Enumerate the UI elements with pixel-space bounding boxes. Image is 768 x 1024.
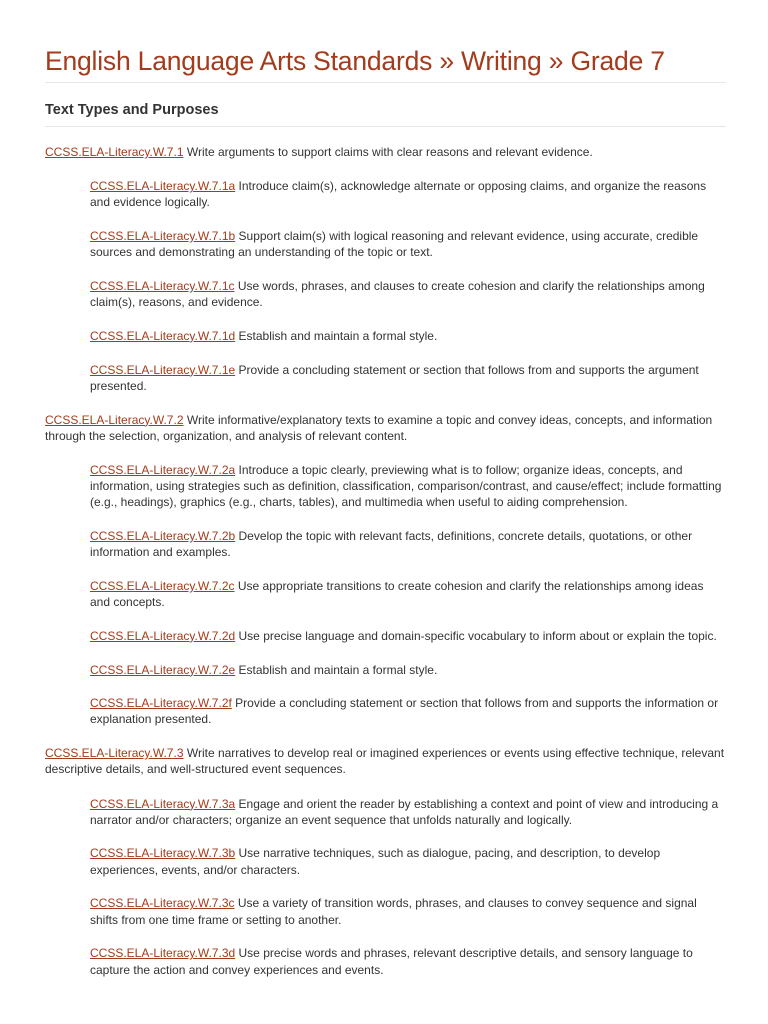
standard-item [90, 178, 726, 210]
standard-description: Use appropriate transitions to create cohesion and clarify the relationships among ideas and concepts. [90, 578, 704, 610]
standard-description: Provide a concluding statement or section that follows from and supports the information or explanation presented. [90, 696, 719, 727]
standard-description: Develop the topic with relevant facts, definitions, concrete details, quotations, or other information and examples. [90, 529, 693, 560]
standard-description: Support claim(s) with logical reasoning and relevant evidence, using accurate, credible sources and demonstrating an understanding of the topic or text. [90, 229, 699, 260]
standards-list [45, 144, 726, 978]
standard-item [90, 462, 726, 511]
standard-code-link[interactable]: CCSS.ELA-Literacy.W.7.1d [90, 328, 236, 343]
standard-code-link[interactable]: CCSS.ELA-Literacy.W.7.2e [90, 662, 236, 677]
standard-code-link[interactable]: CCSS.ELA-Literacy.W.7.2a [90, 462, 236, 477]
standard-description: Use precise words and phrases, relevant descriptive details, and sensory language to capture the action and convey experiences and events. [90, 946, 693, 977]
standard-description: Establish and maintain a formal style. [238, 328, 438, 343]
standard-code-link[interactable]: CCSS.ELA-Literacy.W.7.2 [45, 412, 184, 427]
standard-code-link[interactable]: CCSS.ELA-Literacy.W.7.2f [90, 696, 232, 711]
standard-description: Use a variety of transition words, phrases, and clauses to convey sequence and signal shifts from one time frame or setting to another. [90, 896, 697, 927]
standard-item [90, 796, 726, 828]
standard-description: Write informative/explanatory texts to examine a topic and convey ideas, concepts, and information through the selection, organization, and analysis of relevant content. [45, 412, 713, 443]
standard-description: Use words, phrases, and clauses to create cohesion and clarify the relationships among claim(s), reasons, and evidence. [90, 279, 705, 310]
standard-item [90, 328, 726, 344]
standard-description: Engage and orient the reader by establishing a context and point of view and introducing a narrator and/or characters; organize an event sequence that unfolds naturally and logically. [90, 796, 719, 827]
standard-code-link[interactable]: CCSS.ELA-Literacy.W.7.1b [90, 229, 236, 244]
standard-code-link[interactable]: CCSS.ELA-Literacy.W.7.2c [90, 578, 235, 593]
standard-item [90, 662, 726, 678]
standard-item [45, 144, 726, 160]
standard-description: Provide a concluding statement or section that follows from and supports the argument presented. [90, 362, 699, 393]
standard-code-link[interactable]: CCSS.ELA-Literacy.W.7.3d [90, 946, 236, 961]
standard-item [90, 578, 726, 610]
standard-description: Introduce claim(s), acknowledge alternate or opposing claims, and organize the reasons and evidence logically. [90, 179, 707, 210]
standard-code-link[interactable]: CCSS.ELA-Literacy.W.7.3c [90, 896, 235, 911]
standard-description: Use precise language and domain-specific vocabulary to inform about or explain the topic. [238, 628, 717, 643]
standard-item [90, 895, 726, 927]
standard-description: Use narrative techniques, such as dialogue, pacing, and description, to develop experiences, events, and/or characters. [90, 846, 661, 877]
standard-description: Write arguments to support claims with clear reasons and relevant evidence. [186, 145, 593, 159]
standard-description: Establish and maintain a formal style. [238, 662, 438, 677]
standard-item [90, 945, 726, 977]
standard-item [90, 528, 726, 560]
standard-code-link[interactable]: CCSS.ELA-Literacy.W.7.2b [90, 529, 236, 544]
standard-item [45, 412, 726, 444]
standard-description: Write narratives to develop real or imagined experiences or events using effective technique, relevant descriptive details, and well-structured event sequences. [45, 746, 725, 777]
section-heading: Text Types and Purposes [45, 100, 726, 127]
standard-code-link[interactable]: CCSS.ELA-Literacy.W.7.1 [45, 145, 184, 159]
standard-item [90, 228, 726, 260]
standard-code-link[interactable]: CCSS.ELA-Literacy.W.7.3 [45, 746, 184, 761]
standard-item [90, 362, 726, 394]
standard-item [90, 845, 726, 877]
standard-code-link[interactable]: CCSS.ELA-Literacy.W.7.3a [90, 796, 236, 811]
standard-item [90, 628, 726, 644]
standard-code-link[interactable]: CCSS.ELA-Literacy.W.7.1a [90, 179, 236, 194]
standard-item [90, 695, 726, 727]
standard-item [90, 278, 726, 310]
standard-code-link[interactable]: CCSS.ELA-Literacy.W.7.2d [90, 628, 236, 643]
standard-item [45, 745, 726, 777]
standard-description: Introduce a topic clearly, previewing what is to follow; organize ideas, concepts, and information, using strategies such as definition, classification, comparison/contrast, and cause/effect; include formatting (e.g., headings), graphics (e.g., charts, tables), and multimedia when useful to aiding comprehension. [90, 462, 722, 510]
standard-code-link[interactable]: CCSS.ELA-Literacy.W.7.3b [90, 846, 236, 861]
standard-code-link[interactable]: CCSS.ELA-Literacy.W.7.1e [90, 362, 236, 377]
standard-code-link[interactable]: CCSS.ELA-Literacy.W.7.1c [90, 279, 235, 294]
page-title: English Language Arts Standards » Writing » Grade 7 [45, 44, 726, 83]
